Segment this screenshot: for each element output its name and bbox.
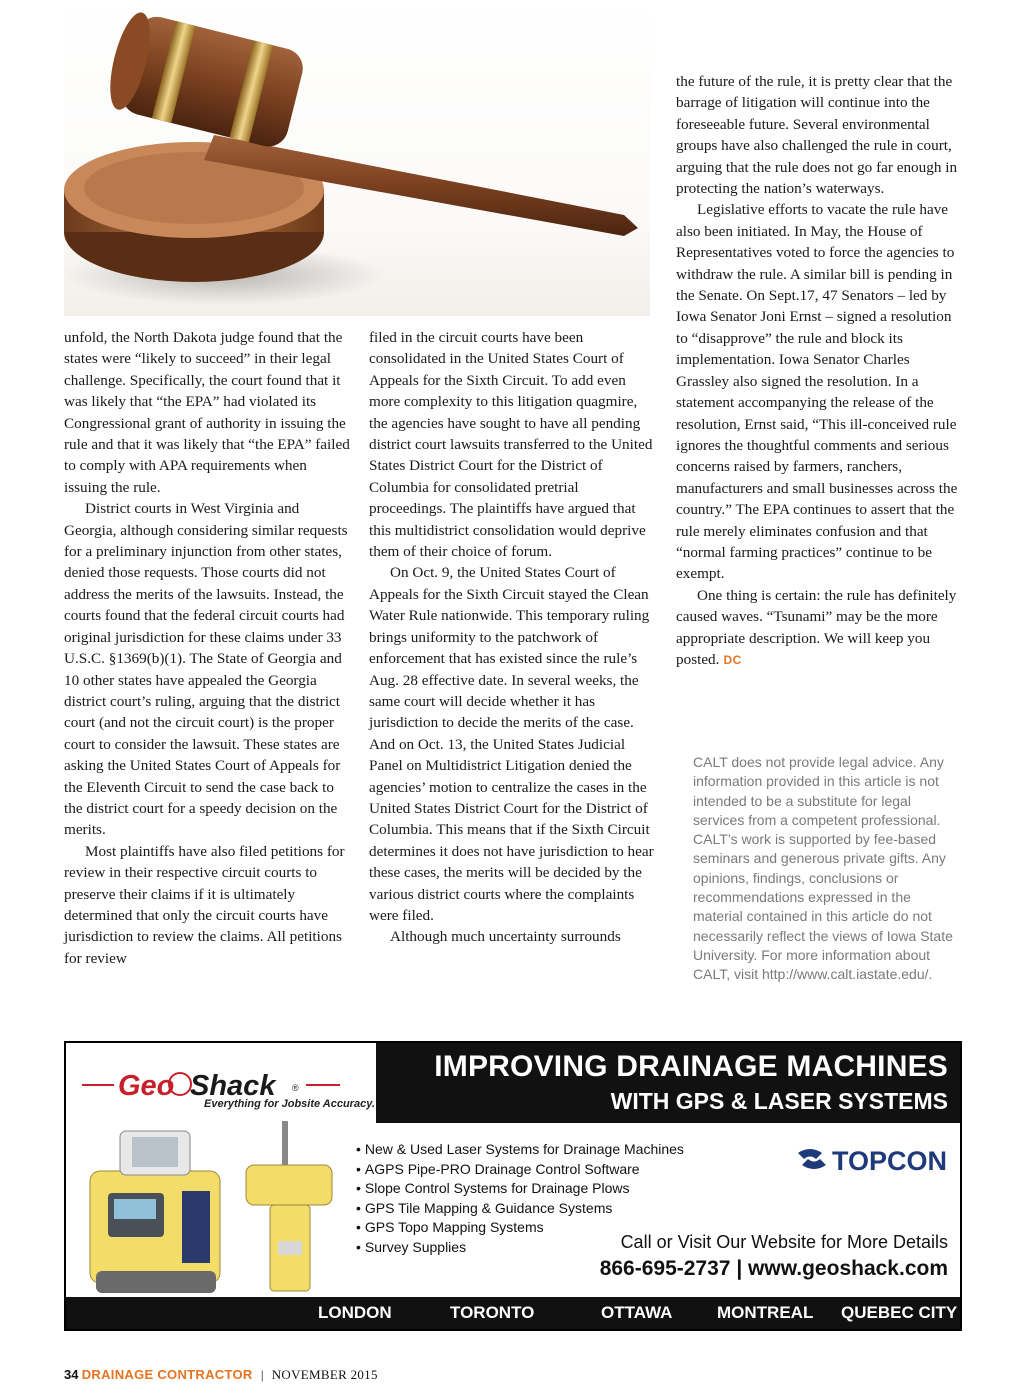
issue-date: NOVEMBER 2015 [271, 1367, 378, 1382]
city-label: LONDON [318, 1303, 392, 1322]
contact-divider: | [736, 1257, 743, 1280]
feature-item: • GPS Topo Mapping Systems [356, 1218, 684, 1238]
feature-item: • AGPS Pipe-PRO Drainage Control Software [356, 1160, 684, 1180]
feature-item: • Survey Supplies [356, 1238, 684, 1258]
feature-item: • Slope Control Systems for Drainage Plows [356, 1179, 684, 1199]
website-link[interactable]: www.geoshack.com [748, 1257, 948, 1280]
paragraph: On Oct. 9, the United States Court of Appeals for the Sixth Circuit stayed the Clean Water Rule nationwide. This temporary ruling brings uniformity to the patchwork of enforcement that has existed since the rule’s Aug. 28 effective date. In several weeks, the same court will decide whether it has jurisdiction to decide the merits of the case. And on Oct. 13, the United States Judicial Panel on Multidistrict Litigation denied the agencies’ motion to centralize the cases in the United States District Court for the District of Columbia. This means that if the Sixth Circuit determines it does not have jurisdiction to hear these cases, the merits will be decided by the various district courts where the complaints were filed. [369, 564, 654, 924]
gavel-illustration [64, 0, 650, 316]
paragraph: the future of the rule, it is pretty clear that the barrage of litigation will continue into the foreseeable future. Several environmental groups have also challenged the rule in court, arguing that the rule does not go far enough in protecting the nation’s waterways. [676, 73, 958, 198]
ad-subheadline: WITH GPS & LASER SYSTEMS [610, 1088, 948, 1114]
page-footer [64, 1367, 378, 1383]
ad-headline: IMPROVING DRAINAGE MACHINES [434, 1050, 948, 1083]
paragraph [676, 585, 960, 672]
paragraph-text: One thing is certain: the rule has definitely caused waves. “Tsunami” may be the more appropriate description. We will keep you posted. [676, 586, 957, 668]
city-label: OTTAWA [601, 1303, 673, 1322]
city-label: MONTREAL [717, 1303, 814, 1322]
gavel-photo [64, 0, 650, 316]
footer-separator: | [260, 1367, 264, 1382]
city-label: QUEBEC CITY [841, 1303, 958, 1322]
paragraph: Although much uncertainty surrounds [390, 928, 621, 946]
page-number: 34 [64, 1367, 79, 1382]
article-column-1 [64, 327, 352, 969]
topcon-mark-icon [798, 1149, 822, 1159]
paragraph: Legislative efforts to vacate the rule have also been initiated. In May, the House of Representatives voted to force the agencies to withdraw the rule. A similar bill is pending in the Senate. On Sept.17, 47 Senators – led by Iowa Senator Joni Ernst – signed a resolution to “disapprove” the rule and block its implementation. Iowa Senator Charles Grassley also signed the resolution. In a statement accompanying the release of the resolution, Ernst said, “This ill-conceived rule ignores the thoughtful comments and serious concerns raised by farmers, ranchers, manufacturers and small businesses across the country.” The EPA continues to assert that the rule merely eliminates confusion and that “normal farming practices” continue to be exempt. [676, 201, 958, 583]
paragraph: unfold, the North Dakota judge found that the states were “likely to succeed” in their legal challenge. Specifically, the court found that it was likely that “the EPA” had violated its Congressional grant of authority in issuing the rule and that it was likely that “the EPA” failed to comply with APA requirements when issuing the rule. [64, 329, 350, 496]
paragraph: Most plaintiffs have also filed petitions for review in their respective circuit courts to preserve their claims if it is ultimately determined that only the circuit courts have jurisdiction to review the claims. All petitions for review [64, 842, 345, 967]
call-to-action: Call or Visit Our Website for More Details [620, 1232, 948, 1252]
feature-item: • GPS Tile Mapping & Guidance Systems [356, 1199, 684, 1219]
contact-line [600, 1257, 948, 1281]
topcon-logo [796, 1143, 956, 1177]
city-label: TORONTO [450, 1303, 535, 1322]
paragraph: District courts in West Virginia and Georgia, although considering similar requests for a preliminary injunction from other states, denied those requests. Those courts did not address the merits of the lawsuits. Instead, the courts found that the federal circuit courts had original jurisdiction for these claims under 33 U.S.C. §1369(b)(1). The State of Georgia and 10 other states have appealed the Georgia district court’s ruling, arguing that the district court (and not the circuit court) is the proper court to consider the lawsuit. These states are asking the United States Court of Appeals for the Eleventh Circuit to send the case back to the district court for a speedy decision on the merits. [64, 500, 348, 839]
article-column-2 [369, 327, 655, 948]
geoshack-advertisement[interactable] [64, 1041, 962, 1331]
topcon-wordmark: TOPCON [832, 1146, 948, 1176]
magazine-name: DRAINAGE CONTRACTOR [81, 1367, 253, 1382]
end-mark: DC [723, 652, 742, 667]
brand-tagline: Everything for Jobsite Accuracy. [204, 1098, 375, 1110]
feature-item: • New & Used Laser Systems for Drainage Machines [356, 1140, 684, 1160]
brand-geo: Geo [118, 1070, 175, 1102]
laser-gps-devices-image [86, 1121, 346, 1301]
city-band [66, 1297, 960, 1331]
paragraph: filed in the circuit courts have been consolidated in the United States Court of Appeals for the Sixth Circuit. To add even more complexity to this litigation quagmire, the agencies have sought to have all pending district court lawsuits transferred to the United States District Court for the District of Columbia for consolidated pretrial proceedings. The plaintiffs have argued that this multidistrict consolidation would deprive them of their choice of forum. [369, 329, 653, 561]
article-column-3 [676, 71, 960, 671]
registered-mark: ® [292, 1083, 299, 1093]
brand-shack: Shack [190, 1070, 276, 1102]
ad-headline-band [376, 1043, 962, 1123]
calt-disclaimer: CALT does not provide legal advice. Any information provided in this article is not intended to be a substitute for legal services from a competent professional. CALT’s work is supported by fee-based seminars and generous private gifts. Any opinions, findings, conclusions or recommendations expressed in the material contained in this article do not necessarily reflect the views of Iowa State University. For more information about CALT, visit http://www.calt.iastate.edu/. [693, 754, 953, 983]
phone-number[interactable]: 866-695-2737 [599, 1257, 731, 1280]
